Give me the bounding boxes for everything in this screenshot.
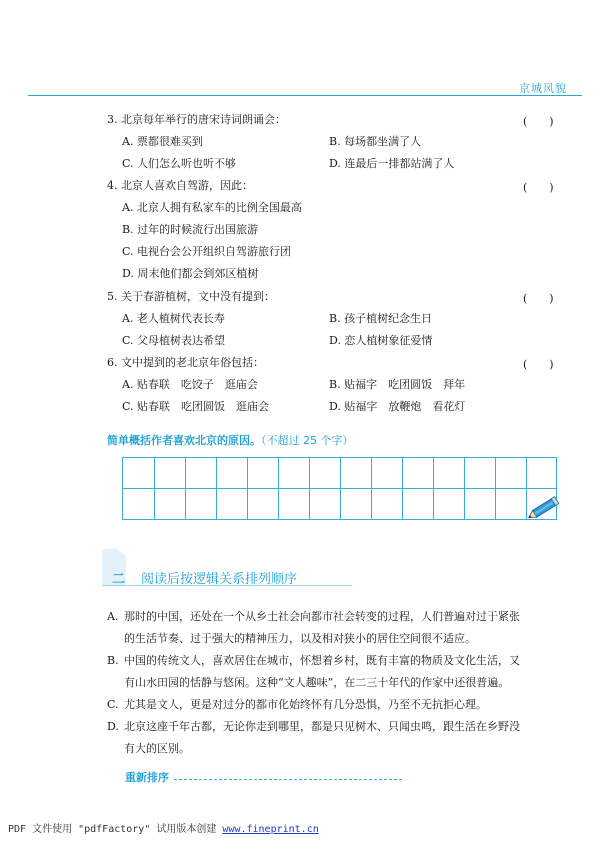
paragraph-b-line-1: 中国的传统文人，喜欢居住在城市，怀想着乡村，既有丰富的物质及文化生活，又 — [124, 654, 520, 667]
pdf-footer — [8, 820, 319, 835]
reorder-label: 重新排序 — [125, 771, 169, 784]
grid-col-divider — [185, 458, 186, 519]
paragraph-d-line-1: 北京这座千年古都，无论你走到哪里，都是只见树木、只闻虫鸣，跟生活在乡野没 — [124, 720, 520, 733]
question-3-option-d[interactable]: D. 连最后一排都站满了人 — [329, 157, 455, 170]
grid-col-divider — [309, 458, 310, 519]
answer-writing-grid[interactable] — [122, 457, 557, 520]
question-4-option-d[interactable]: D. 周末他们都会到郊区植树 — [122, 267, 259, 280]
grid-col-divider — [340, 458, 341, 519]
question-6-option-c[interactable]: C. 贴春联 吃团圆饭 逛庙会 — [122, 400, 270, 413]
question-3-option-c[interactable]: C. 人们怎么听也听不够 — [122, 157, 237, 170]
question-5-option-c[interactable]: C. 父母植树表达希望 — [122, 334, 226, 347]
paragraph-c-line-1: 尤其是文人，更是对过分的都市化始终怀有几分恐惧，乃至不无抗拒心理。 — [124, 698, 487, 711]
question-5-stem: 5. 关于春游植树，文中没有提到： — [107, 290, 275, 303]
grid-col-divider — [495, 458, 496, 519]
section-number: 二 — [112, 572, 126, 587]
grid-col-divider — [216, 458, 217, 519]
question-4-option-c[interactable]: C. 电视台会公开组织自驾游旅行团 — [122, 245, 292, 258]
question-5-option-d[interactable]: D. 恋人植树象征爱情 — [329, 334, 433, 347]
question-4-option-a[interactable]: A. 北京人拥有私家车的比例全国最高 — [122, 201, 302, 214]
reorder-answer-line[interactable] — [174, 779, 402, 780]
paragraph-b-label: B. — [107, 654, 119, 667]
question-3-option-b[interactable]: B. 每场都坐满了人 — [329, 135, 422, 148]
summary-prompt — [107, 432, 354, 448]
question-3-stem: 3. 北京每年举行的唐宋诗词朗诵会： — [107, 113, 286, 126]
question-4-option-b[interactable]: B. 过年的时候流行出国旅游 — [122, 223, 259, 236]
page-header-title: 京城风貌 — [519, 82, 567, 95]
summary-prompt-text: 简单概括作者喜欢北京的原因。 — [107, 434, 261, 447]
summary-word-limit: （不超过 25 个字） — [261, 434, 354, 447]
grid-col-divider — [154, 458, 155, 519]
grid-col-divider — [371, 458, 372, 519]
pencil-icon — [526, 494, 562, 522]
question-3-option-a[interactable]: A. 票都很难买到 — [122, 135, 203, 148]
paragraph-d-line-2: 有大的区别。 — [124, 742, 190, 755]
question-5-option-a[interactable]: A. 老人植树代表长寿 — [122, 312, 225, 325]
question-6-option-b[interactable]: B. 贴福字 吃团圆饭 拜年 — [329, 378, 466, 391]
grid-col-divider — [464, 458, 465, 519]
paragraph-c-label: C. — [107, 698, 119, 711]
paragraph-a-line-2: 的生活节奏、过于强大的精神压力，以及相对狭小的居住空间很不适应。 — [124, 632, 476, 645]
footer-link[interactable]: www.fineprint.cn — [222, 824, 319, 835]
paragraph-a-label: A. — [107, 610, 119, 623]
grid-col-divider — [402, 458, 403, 519]
question-6-answer-blank[interactable]: ( ) — [523, 358, 554, 371]
question-3-answer-blank[interactable]: ( ) — [523, 115, 554, 128]
question-6-option-d[interactable]: D. 贴福字 放鞭炮 看花灯 — [329, 400, 466, 413]
header-rule — [28, 95, 582, 96]
paragraph-d-label: D. — [107, 720, 119, 733]
grid-col-divider — [278, 458, 279, 519]
question-4-stem: 4. 北京人喜欢自驾游，因此： — [107, 179, 253, 192]
paragraph-a-line-1: 那时的中国，还处在一个从乡土社会向都市社会转变的过程，人们普遍对过于紧张 — [124, 610, 520, 623]
question-6-option-a[interactable]: A. 贴春联 吃饺子 逛庙会 — [122, 378, 258, 391]
question-5-option-b[interactable]: B. 孩子植树纪念生日 — [329, 312, 433, 325]
section-underline — [102, 585, 352, 586]
question-5-answer-blank[interactable]: ( ) — [523, 292, 554, 305]
paragraph-b-line-2: 有山水田园的恬静与悠闲。这种“文人趣味”，在二三十年代的作家中还很普遍。 — [124, 676, 510, 689]
question-4-answer-blank[interactable]: ( ) — [523, 181, 554, 194]
section-title: 阅读后按逻辑关系排列顺序 — [141, 572, 298, 587]
footer-text: PDF 文件使用 "pdfFactory" 试用版本创建 — [8, 824, 217, 835]
grid-col-divider — [433, 458, 434, 519]
question-6-stem: 6. 文中提到的老北京年俗包括： — [107, 356, 264, 369]
grid-col-divider — [247, 458, 248, 519]
